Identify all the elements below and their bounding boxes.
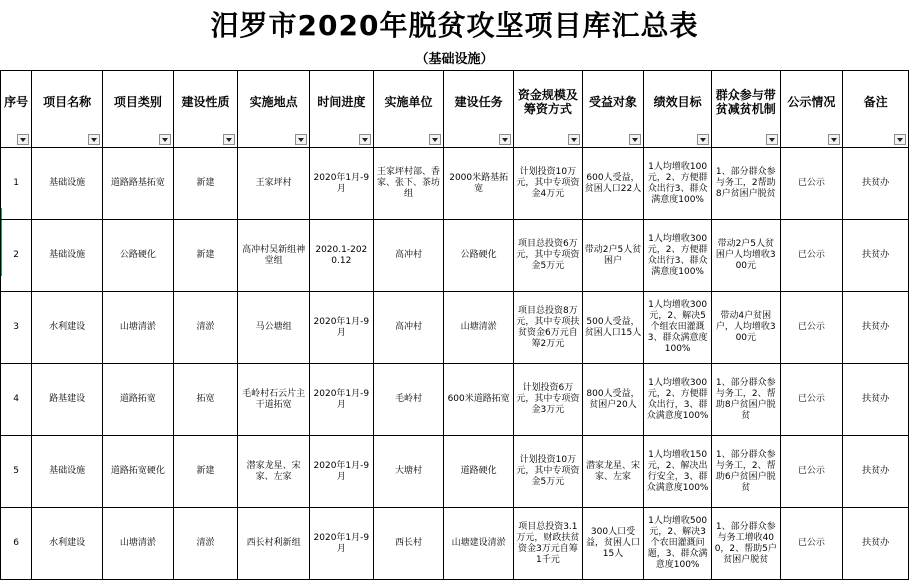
header-funding: 资金规模及筹资方式 <box>514 71 583 148</box>
filter-dropdown-icon[interactable] <box>88 134 100 145</box>
table-cell[interactable]: 已公示 <box>780 148 843 220</box>
table-cell[interactable]: 带动2户5人贫困户 <box>582 220 644 292</box>
table-row <box>1 436 909 508</box>
filter-dropdown-icon[interactable] <box>159 134 171 145</box>
table-cell[interactable]: 山塘建设清淤 <box>444 508 514 580</box>
table-cell[interactable]: 已公示 <box>780 292 843 364</box>
table-cell[interactable]: 已公示 <box>780 508 843 580</box>
table-cell[interactable]: 2 <box>1 220 32 292</box>
table-cell[interactable]: 王家坪村 <box>238 148 310 220</box>
header-row <box>1 71 909 148</box>
table-cell[interactable]: 1 <box>1 148 32 220</box>
table-cell[interactable]: 西长村利新组 <box>238 508 310 580</box>
table-cell[interactable]: 1、部分群众参与务工，2、帮助6户贫困户脱贫 <box>711 436 780 508</box>
header-performance: 绩效目标 <box>644 71 712 148</box>
table-cell[interactable]: 山塘清淤 <box>102 292 173 364</box>
table-cell[interactable]: 水利建设 <box>32 508 103 580</box>
table-row <box>1 148 909 220</box>
table-cell[interactable]: 800人受益，贫困户20人 <box>582 364 644 436</box>
table-cell[interactable]: 扶贫办 <box>843 148 909 220</box>
table-cell[interactable]: 带动2户5人贫困户人均增收300元 <box>711 220 780 292</box>
table-cell[interactable]: 道路拓宽硬化 <box>102 436 173 508</box>
table-cell[interactable]: 公路硬化 <box>444 220 514 292</box>
table-cell[interactable]: 毛岭村 <box>373 364 444 436</box>
filter-dropdown-icon[interactable] <box>766 134 778 145</box>
table-cell[interactable]: 2000米路基拓宽 <box>444 148 514 220</box>
table-cell[interactable]: 2020年1月-9月 <box>310 364 374 436</box>
table-cell[interactable]: 扶贫办 <box>843 436 909 508</box>
table-cell[interactable]: 1人均增收500元，2、解决3个农田灌溉问题，3、群众满意度100% <box>644 508 712 580</box>
table-row <box>1 220 909 292</box>
table-cell[interactable]: 高冲村 <box>373 220 444 292</box>
table-cell[interactable]: 2020年1月-9月 <box>310 508 374 580</box>
table-cell[interactable]: 拓宽 <box>173 364 238 436</box>
header-schedule: 时间进度 <box>310 71 374 148</box>
table-cell[interactable]: 600人受益，贫困人口22人 <box>582 148 644 220</box>
filter-dropdown-icon[interactable] <box>359 134 371 145</box>
table-cell[interactable]: 马公塘组 <box>238 292 310 364</box>
table-cell[interactable]: 1、部分群众参与务工，2帮助8户贫困户脱贫 <box>711 148 780 220</box>
table-cell[interactable]: 清淤 <box>173 508 238 580</box>
filter-dropdown-icon[interactable] <box>223 134 235 145</box>
table-cell[interactable]: 已公示 <box>780 220 843 292</box>
table-row <box>1 292 909 364</box>
table-row <box>1 364 909 436</box>
sheet-subtitle: （基础设施） <box>415 52 494 67</box>
table-cell[interactable]: 项目总投资6万元，其中专项资金5万元 <box>514 220 583 292</box>
table-cell[interactable]: 水利建设 <box>32 292 103 364</box>
filter-dropdown-icon[interactable] <box>17 134 29 145</box>
table-cell[interactable]: 2020.1-2020.12 <box>310 220 374 292</box>
header-task: 建设任务 <box>444 71 514 148</box>
table-cell[interactable]: 计划投资6万元，其中专项资金3万元 <box>514 364 583 436</box>
project-table <box>0 70 909 580</box>
table-cell[interactable]: 潜家龙星、宋家、左家 <box>582 436 644 508</box>
header-project-name: 项目名称 <box>32 71 103 148</box>
filter-dropdown-icon[interactable] <box>697 134 709 145</box>
table-cell[interactable]: 高冲村 <box>373 292 444 364</box>
filter-dropdown-icon[interactable] <box>568 134 580 145</box>
filter-dropdown-icon[interactable] <box>894 134 906 145</box>
table-cell[interactable]: 基础设施 <box>32 436 103 508</box>
sheet-title: 汨罗市2020年脱贫攻坚项目库汇总表 <box>210 9 699 42</box>
table-cell[interactable]: 清淤 <box>173 292 238 364</box>
header-project-category: 项目类别 <box>102 71 173 148</box>
table-cell[interactable]: 1人均增收100元，2、方便群众出行3、群众满意度100% <box>644 148 712 220</box>
table-cell[interactable]: 基础设施 <box>32 220 103 292</box>
table-cell[interactable]: 5 <box>1 436 32 508</box>
table-cell[interactable]: 1人均增收300元，2、方便群众出行，3、群众满意度100% <box>644 364 712 436</box>
table-cell[interactable]: 500人受益，贫困人口15人 <box>582 292 644 364</box>
header-beneficiaries: 受益对象 <box>582 71 644 148</box>
table-cell[interactable]: 1、部分群众参与务工增收400，2、帮助5户贫困户脱贫 <box>711 508 780 580</box>
table-cell[interactable]: 路基建设 <box>32 364 103 436</box>
table-cell[interactable]: 道路硬化 <box>444 436 514 508</box>
table-cell[interactable]: 新建 <box>173 148 238 220</box>
table-cell[interactable]: 潜家龙星、宋家、左家 <box>238 436 310 508</box>
table-cell[interactable]: 道路拓宽 <box>102 364 173 436</box>
table-cell[interactable]: 计划投资10万元，其中专项资金4万元 <box>514 148 583 220</box>
header-index: 序号 <box>1 71 32 148</box>
table-cell[interactable]: 高冲村吴新组神堂组 <box>238 220 310 292</box>
header-implementer: 实施单位 <box>373 71 444 148</box>
header-construction-nature: 建设性质 <box>173 71 238 148</box>
table-cell[interactable]: 1人均增收300元，2、解决5个组农田灌溉3、群众满意度100% <box>644 292 712 364</box>
table-cell[interactable]: 6 <box>1 508 32 580</box>
table-cell[interactable]: 道路路基拓宽 <box>102 148 173 220</box>
table-cell[interactable]: 毛岭村石云片主干道拓宽 <box>238 364 310 436</box>
table-cell[interactable]: 2020年1月-9月 <box>310 436 374 508</box>
table-cell[interactable]: 1人均增收300元，2、方便群众出行3、群众满意度100% <box>644 220 712 292</box>
table-cell[interactable]: 扶贫办 <box>843 292 909 364</box>
table-cell[interactable]: 王家坪村部、香家、张下、茶坊组 <box>373 148 444 220</box>
table-cell[interactable]: 带动4户贫困户，人均增收300元 <box>711 292 780 364</box>
filter-dropdown-icon[interactable] <box>629 134 641 145</box>
header-location: 实施地点 <box>238 71 310 148</box>
table-cell[interactable]: 项目总投资3.1万元，财政扶贫资金3万元自筹1千元 <box>514 508 583 580</box>
filter-dropdown-icon[interactable] <box>295 134 307 145</box>
table-cell[interactable]: 3 <box>1 292 32 364</box>
filter-dropdown-icon[interactable] <box>429 134 441 145</box>
table-cell[interactable]: 扶贫办 <box>843 364 909 436</box>
table-cell[interactable]: 新建 <box>173 436 238 508</box>
table-cell[interactable]: 公路硬化 <box>102 220 173 292</box>
table-cell[interactable]: 已公示 <box>780 364 843 436</box>
table-cell[interactable]: 计划投资10万元，其中专项资金5万元 <box>514 436 583 508</box>
table-cell[interactable]: 已公示 <box>780 436 843 508</box>
header-mechanism: 群众参与带贫减贫机制 <box>711 71 780 148</box>
table-cell[interactable]: 2020年1月-9月 <box>310 148 374 220</box>
table-cell[interactable]: 600米道路拓宽 <box>444 364 514 436</box>
table-cell[interactable]: 300人口受益，贫困人口15人 <box>582 508 644 580</box>
filter-dropdown-icon[interactable] <box>828 134 840 145</box>
table-cell[interactable]: 基础设施 <box>32 148 103 220</box>
table-cell[interactable]: 山塘清淤 <box>102 508 173 580</box>
table-cell[interactable]: 扶贫办 <box>843 508 909 580</box>
table-cell[interactable]: 扶贫办 <box>843 220 909 292</box>
table-cell[interactable]: 大塘村 <box>373 436 444 508</box>
table-cell[interactable]: 2020年1月-9月 <box>310 292 374 364</box>
table-cell[interactable]: 1人均增收150元，2、解决出行安全，3、群众满意度100% <box>644 436 712 508</box>
header-remarks: 备注 <box>843 71 909 148</box>
table-cell[interactable]: 1、部分群众参与务工，2、帮助8户贫困户脱贫 <box>711 364 780 436</box>
table-cell[interactable]: 项目总投资8万元，其中专项扶贫资金6万元自筹2万元 <box>514 292 583 364</box>
table-cell[interactable]: 山塘清淤 <box>444 292 514 364</box>
table-cell[interactable]: 4 <box>1 364 32 436</box>
header-publicity: 公示情况 <box>780 71 843 148</box>
table-cell[interactable]: 新建 <box>173 220 238 292</box>
filter-dropdown-icon[interactable] <box>499 134 511 145</box>
table-cell[interactable]: 西长村 <box>373 508 444 580</box>
